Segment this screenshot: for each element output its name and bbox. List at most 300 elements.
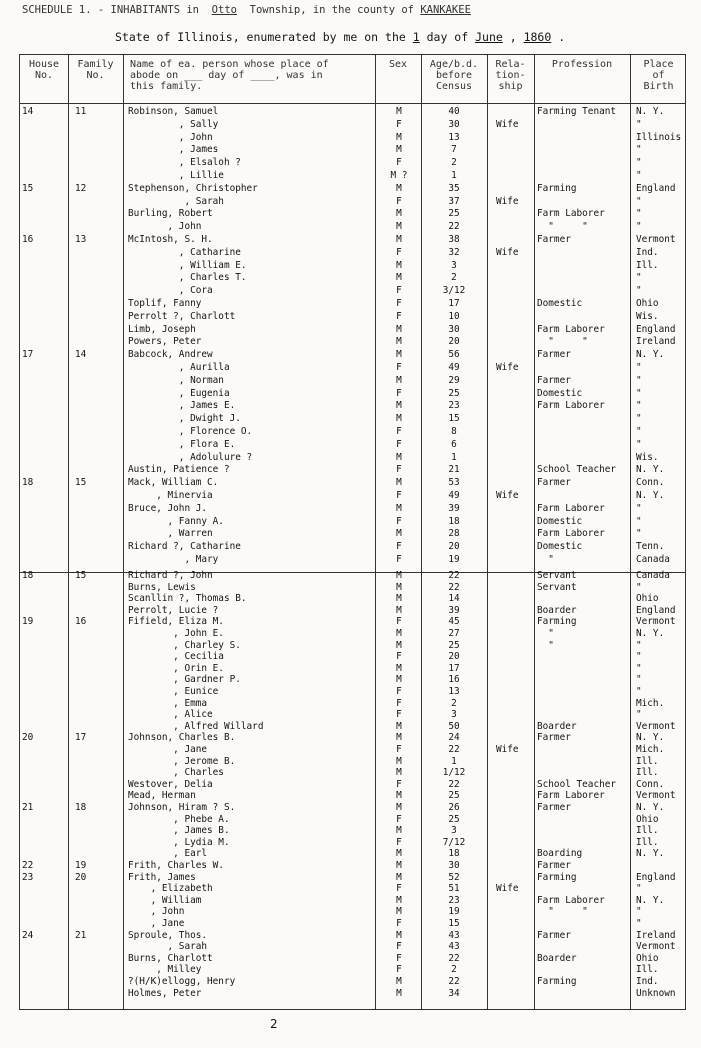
birthplace-value: Unknown xyxy=(636,987,676,999)
sex-value: F xyxy=(396,490,402,501)
age-value: 39 xyxy=(448,502,460,514)
header-relationship: Rela- tion- ship xyxy=(495,59,526,92)
census-row xyxy=(20,976,685,988)
sex-value: M xyxy=(396,825,402,837)
sex-value: M xyxy=(396,662,402,674)
person-name: Mack, William C. xyxy=(128,477,219,489)
profession-value: Farmer xyxy=(537,477,571,489)
sex-value: M xyxy=(396,906,402,918)
profession-value: Farm Laborer xyxy=(537,790,605,802)
age-value: 1/12 xyxy=(442,767,466,779)
birthplace-value: Ohio xyxy=(636,298,659,309)
profession-value: Farming xyxy=(537,976,577,987)
census-row xyxy=(20,767,685,779)
census-row xyxy=(20,883,685,895)
schedule-label: SCHEDULE 1. - INHABITANTS in xyxy=(22,4,200,16)
birthplace-value: " xyxy=(636,581,642,593)
census-row xyxy=(20,779,685,791)
person-name: Fifield, Eliza M. xyxy=(128,616,224,628)
age-value: 13 xyxy=(448,686,460,697)
house-number: 24 xyxy=(22,929,34,941)
census-row xyxy=(20,837,685,849)
age-value: 20 xyxy=(448,336,460,348)
person-name: , Lydia M. xyxy=(128,836,230,848)
profession-value: Farm Laborer xyxy=(537,208,605,220)
age-value: 23 xyxy=(448,400,460,412)
birthplace-value: " xyxy=(636,400,642,412)
birthplace-value: Vermont xyxy=(636,616,676,628)
sex-value: M xyxy=(396,528,402,540)
sex-value: M xyxy=(396,374,402,386)
person-name: Frith, James xyxy=(128,871,196,883)
person-name: , Jane xyxy=(128,918,185,929)
birthplace-value: N. Y. xyxy=(636,732,665,744)
birthplace-value: Ireland xyxy=(636,929,676,941)
sex-value: M xyxy=(396,182,402,194)
profession-value: Farm Laborer xyxy=(537,323,605,335)
sex-value: M xyxy=(396,259,402,271)
month-value: June xyxy=(475,30,503,44)
township-value: Otto xyxy=(211,4,237,16)
birthplace-value: " xyxy=(636,918,642,929)
census-row xyxy=(20,663,685,675)
enumeration-line: State of Illinois, enumerated by me on the 1 day of June , 1860 . xyxy=(115,30,566,44)
census-row xyxy=(20,157,685,169)
census-row xyxy=(20,709,685,721)
sex-value: F xyxy=(396,686,402,697)
age-value: 18 xyxy=(448,848,460,860)
house-number: 23 xyxy=(22,871,34,883)
birthplace-value: " xyxy=(636,426,642,437)
sex-value: M xyxy=(396,720,402,732)
person-name: , Jerome B. xyxy=(128,755,236,767)
census-row xyxy=(20,272,685,284)
profession-value: Farmer xyxy=(537,349,571,361)
age-value: 30 xyxy=(448,323,460,335)
profession-value: Boarder xyxy=(537,604,577,616)
family-number: 13 xyxy=(75,234,87,245)
family-number: 12 xyxy=(75,182,87,194)
age-value: 51 xyxy=(448,883,460,895)
profession-value: Domestic xyxy=(537,515,583,527)
census-row xyxy=(20,541,685,553)
profession-value: Farm Laborer xyxy=(537,528,605,540)
person-name: , Sarah xyxy=(128,941,208,953)
sex-value: F xyxy=(396,554,402,565)
age-value: 3 xyxy=(451,825,457,837)
house-number: 16 xyxy=(22,234,34,245)
census-row xyxy=(20,582,685,594)
census-row xyxy=(20,686,685,698)
birthplace-value: " xyxy=(636,528,642,540)
birthplace-value: Vermont xyxy=(636,234,676,245)
birthplace-value: Ohio xyxy=(636,952,659,964)
birthplace-value: Wis. xyxy=(636,451,659,463)
person-name: , Aurilla xyxy=(128,362,230,373)
birthplace-value: " xyxy=(636,662,642,674)
sex-value: M xyxy=(396,802,402,813)
person-name: , Elsaloh ? xyxy=(128,157,241,169)
person-name: Johnson, Charles B. xyxy=(128,732,236,744)
age-value: 26 xyxy=(448,802,460,813)
person-name: , John xyxy=(128,906,185,918)
birthplace-value: " xyxy=(636,709,642,721)
census-row xyxy=(20,324,685,336)
person-name: , Sally xyxy=(128,118,219,130)
sex-value: F xyxy=(396,515,402,527)
person-name: Richard ?, Catharine xyxy=(128,541,241,553)
header-sex: Sex xyxy=(388,59,408,70)
census-row xyxy=(20,744,685,756)
sex-value: M xyxy=(396,234,402,245)
age-value: 13 xyxy=(448,131,460,143)
age-value: 14 xyxy=(448,593,460,605)
person-name: , William E. xyxy=(128,259,247,271)
person-name: , Gardner P. xyxy=(128,674,241,686)
header-name: Name of ea. person whose place of abode on ___ day of ____, was in this family. xyxy=(130,59,329,92)
sex-value: F xyxy=(396,744,402,755)
relationship-value: Wife xyxy=(496,744,519,755)
sex-value: M xyxy=(396,848,402,860)
family-number: 15 xyxy=(75,570,87,581)
birthplace-value: Tenn. xyxy=(636,541,665,553)
birthplace-value: Ill. xyxy=(636,836,659,848)
sex-value: M xyxy=(396,767,402,779)
person-name: McIntosh, S. H. xyxy=(128,234,213,245)
birthplace-value: Ohio xyxy=(636,813,659,825)
age-value: 3/12 xyxy=(442,285,466,297)
sex-value: M xyxy=(396,413,402,425)
page-number: 2 xyxy=(270,1017,278,1031)
census-row xyxy=(20,106,685,118)
person-name: , William xyxy=(128,894,202,906)
sex-value: M xyxy=(396,674,402,686)
family-number: 14 xyxy=(75,349,87,361)
age-value: 1 xyxy=(451,451,457,463)
person-name: , Catharine xyxy=(128,246,241,258)
census-row xyxy=(20,452,685,464)
census-row xyxy=(20,895,685,907)
census-row xyxy=(20,941,685,953)
person-name: , Elizabeth xyxy=(128,883,213,895)
birthplace-value: Vermont xyxy=(636,720,676,732)
profession-value: Domestic xyxy=(537,298,583,309)
census-row xyxy=(20,477,685,489)
family-number: 20 xyxy=(75,871,87,883)
age-value: 28 xyxy=(448,528,460,540)
age-value: 56 xyxy=(448,349,460,361)
birthplace-value: N. Y. xyxy=(636,628,665,639)
birthplace-value: N. Y. xyxy=(636,106,665,117)
age-value: 22 xyxy=(448,952,460,964)
census-row xyxy=(20,234,685,246)
census-row xyxy=(20,616,685,628)
census-row xyxy=(20,628,685,640)
birthplace-value: " xyxy=(636,285,642,297)
census-row xyxy=(20,413,685,425)
age-value: 8 xyxy=(451,426,457,437)
family-number: 18 xyxy=(75,802,87,813)
age-value: 7/12 xyxy=(442,836,466,848)
age-value: 40 xyxy=(448,106,460,117)
person-name: Robinson, Samuel xyxy=(128,106,219,117)
sex-value: M xyxy=(396,208,402,220)
house-number: 21 xyxy=(22,802,34,813)
age-value: 25 xyxy=(448,387,460,399)
census-row xyxy=(20,640,685,652)
birthplace-value: " xyxy=(636,387,642,399)
sex-value: M xyxy=(396,790,402,802)
age-value: 22 xyxy=(448,778,460,790)
census-row xyxy=(20,439,685,451)
birthplace-value: Conn. xyxy=(636,778,665,790)
sex-value: M xyxy=(396,400,402,412)
header-profession: Profession xyxy=(551,59,613,70)
profession-value: " xyxy=(537,628,554,639)
birthplace-value: " xyxy=(636,674,642,686)
profession-value: Farming xyxy=(537,871,577,883)
person-name: Richard ?, John xyxy=(128,570,213,581)
person-name: , Milley xyxy=(128,964,202,976)
person-name: , Emma xyxy=(128,697,208,709)
person-name: Perrolt, Lucie ? xyxy=(128,604,219,616)
person-name: ?(H/K)ellogg, Henry xyxy=(128,976,236,987)
profession-value: Domestic xyxy=(537,541,583,553)
age-value: 19 xyxy=(448,554,460,565)
age-value: 39 xyxy=(448,604,460,616)
census-row xyxy=(20,953,685,965)
schedule-title xyxy=(22,4,692,16)
census-row xyxy=(20,872,685,884)
census-row xyxy=(20,814,685,826)
person-name: , Mary xyxy=(128,554,219,565)
birthplace-value: " xyxy=(636,118,642,130)
age-value: 43 xyxy=(448,941,460,953)
census-row xyxy=(20,802,685,814)
age-value: 3 xyxy=(451,709,457,721)
sex-value: M xyxy=(396,987,402,999)
day-label: day of xyxy=(426,30,469,44)
sex-value: M xyxy=(396,570,402,581)
census-row xyxy=(20,362,685,374)
profession-value: Farmer xyxy=(537,860,571,871)
birthplace-value: " xyxy=(636,374,642,386)
birthplace-value: " xyxy=(636,144,642,156)
house-number: 18 xyxy=(22,477,34,489)
profession-value: " " xyxy=(537,336,588,348)
person-name: , Norman xyxy=(128,374,224,386)
person-name: Burns, Lewis xyxy=(128,581,196,593)
census-row xyxy=(20,698,685,710)
birthplace-value: Vermont xyxy=(636,941,676,953)
house-number: 18 xyxy=(22,570,34,581)
person-name: , Dwight J. xyxy=(128,413,241,425)
census-row xyxy=(20,285,685,297)
birthplace-value: " xyxy=(636,502,642,514)
age-value: 1 xyxy=(451,755,457,767)
age-value: 22 xyxy=(448,570,460,581)
sex-value: F xyxy=(396,285,402,297)
sex-value: F xyxy=(396,616,402,628)
profession-value: Farming xyxy=(537,616,577,628)
house-number: 15 xyxy=(22,182,34,194)
sex-value: M xyxy=(396,755,402,767)
profession-value: Farmer xyxy=(537,234,571,245)
birthplace-value: " xyxy=(636,686,642,697)
sex-value: F xyxy=(396,541,402,553)
birthplace-value: " xyxy=(636,413,642,425)
sex-value: M xyxy=(396,628,402,639)
person-name: Babcock, Andrew xyxy=(128,349,213,361)
sex-value: F xyxy=(396,709,402,721)
census-ledger xyxy=(19,54,686,1010)
census-row xyxy=(20,426,685,438)
sex-value: F xyxy=(396,697,402,709)
age-value: 22 xyxy=(448,581,460,593)
person-name: , Sarah xyxy=(128,195,224,207)
sex-value: M xyxy=(396,221,402,233)
person-name: Frith, Charles W. xyxy=(128,860,224,871)
sex-value: M xyxy=(396,131,402,143)
profession-value: " xyxy=(537,554,554,565)
profession-value: Farming xyxy=(537,182,577,194)
birthplace-value: England xyxy=(636,323,676,335)
birthplace-value: Canada xyxy=(636,554,670,565)
profession-value: Servant xyxy=(537,570,577,581)
sex-value: F xyxy=(396,778,402,790)
sex-value: F xyxy=(396,464,402,476)
profession-value: Domestic xyxy=(537,387,583,399)
census-row xyxy=(20,988,685,1000)
birthplace-value: N. Y. xyxy=(636,848,665,860)
sex-value: F xyxy=(396,651,402,663)
census-row xyxy=(20,221,685,233)
age-value: 2 xyxy=(451,157,457,169)
person-name: Powers, Peter xyxy=(128,336,202,348)
header-rule xyxy=(20,103,685,104)
sex-value: M xyxy=(396,477,402,489)
age-value: 3 xyxy=(451,259,457,271)
age-value: 1 xyxy=(451,170,457,181)
birthplace-value: Ohio xyxy=(636,593,659,605)
birthplace-value: Ill. xyxy=(636,825,659,837)
sex-value: F xyxy=(396,964,402,976)
sex-value: M xyxy=(396,871,402,883)
person-name: Westover, Delia xyxy=(128,778,213,790)
profession-value: School Teacher xyxy=(537,464,617,476)
sex-value: M xyxy=(396,451,402,463)
age-value: 20 xyxy=(448,541,460,553)
birthplace-value: " xyxy=(636,438,642,450)
sex-value: M xyxy=(396,929,402,941)
birthplace-value: " xyxy=(636,883,642,895)
person-name: , Alfred Willard xyxy=(128,720,264,732)
age-value: 24 xyxy=(448,732,460,744)
day-value: 1 xyxy=(412,30,420,44)
person-name: , Minervia xyxy=(128,490,213,501)
census-row xyxy=(20,349,685,361)
person-name: Holmes, Peter xyxy=(128,987,202,999)
birthplace-value: " xyxy=(636,362,642,373)
house-number: 19 xyxy=(22,616,34,628)
house-number: 20 xyxy=(22,732,34,744)
person-name: , James xyxy=(128,144,219,156)
birthplace-value: Ireland xyxy=(636,336,676,348)
census-row xyxy=(20,311,685,323)
birthplace-value: N. Y. xyxy=(636,894,665,906)
family-number: 11 xyxy=(75,106,87,117)
year-value: 1860 xyxy=(523,30,552,44)
relationship-value: Wife xyxy=(496,883,519,895)
sex-value: M ? xyxy=(390,170,408,181)
profession-value: Farm Laborer xyxy=(537,502,605,514)
census-row xyxy=(20,336,685,348)
sex-value: M xyxy=(396,323,402,335)
family-number: 15 xyxy=(75,477,87,489)
census-row xyxy=(20,388,685,400)
person-name: , Alice xyxy=(128,709,213,721)
sex-value: F xyxy=(396,118,402,130)
person-name: Scanllin ?, Thomas B. xyxy=(128,593,247,605)
census-row xyxy=(20,196,685,208)
birthplace-value: N. Y. xyxy=(636,802,665,813)
person-name: Johnson, Hiram ? S. xyxy=(128,802,236,813)
age-value: 2 xyxy=(451,697,457,709)
sex-value: M xyxy=(396,272,402,284)
age-value: 52 xyxy=(448,871,460,883)
census-row xyxy=(20,825,685,837)
age-value: 2 xyxy=(451,964,457,976)
person-name: Mead, Herman xyxy=(128,790,196,802)
person-name: Burns, Charlott xyxy=(128,952,213,964)
sex-value: M xyxy=(396,976,402,987)
birthplace-value: Ill. xyxy=(636,755,659,767)
person-name: , Adolulure ? xyxy=(128,451,253,463)
age-value: 30 xyxy=(448,118,460,130)
age-value: 25 xyxy=(448,813,460,825)
person-name: , Phebe A. xyxy=(128,813,230,825)
sex-value: F xyxy=(396,813,402,825)
family-number: 17 xyxy=(75,732,87,744)
census-row xyxy=(20,860,685,872)
sex-value: M xyxy=(396,336,402,348)
county-value: KANKAKEE xyxy=(420,4,471,16)
person-name: , Cora xyxy=(128,285,213,297)
birthplace-value: " xyxy=(636,170,642,181)
family-number: 19 xyxy=(75,860,87,871)
census-row xyxy=(20,516,685,528)
profession-value: Farmer xyxy=(537,732,571,744)
census-row xyxy=(20,964,685,976)
census-row xyxy=(20,554,685,566)
age-value: 25 xyxy=(448,639,460,651)
age-value: 35 xyxy=(448,182,460,194)
census-row xyxy=(20,503,685,515)
sex-value: M xyxy=(396,593,402,605)
person-name: , Cecilia xyxy=(128,651,224,663)
header-family: Family No. xyxy=(77,59,114,81)
birthplace-value: " xyxy=(636,195,642,207)
sex-value: F xyxy=(396,310,402,322)
sex-value: F xyxy=(396,157,402,169)
birthplace-value: Conn. xyxy=(636,477,665,489)
relationship-value: Wife xyxy=(496,490,519,501)
person-name: , Charles xyxy=(128,767,224,779)
profession-value: " " xyxy=(537,221,588,233)
person-name: , Charley S. xyxy=(128,639,241,651)
birthplace-value: " xyxy=(636,906,642,918)
profession-value: Boarding xyxy=(537,848,583,860)
